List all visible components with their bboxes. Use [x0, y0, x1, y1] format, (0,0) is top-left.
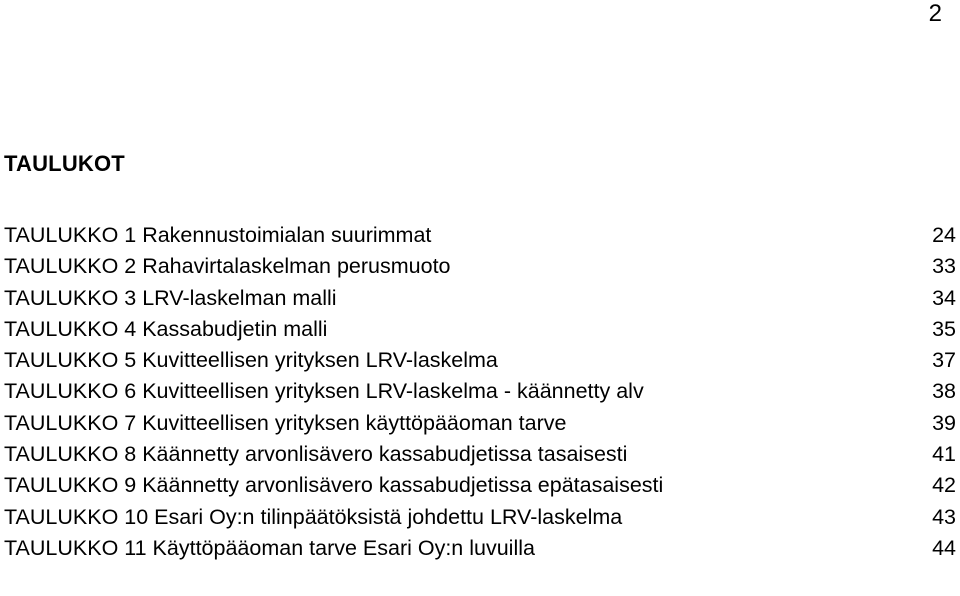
toc-entry-title: TAULUKKO 4 Kassabudjetin malli [4, 316, 328, 341]
toc-entry-2[interactable] [4, 251, 956, 282]
toc-entry-page: 38 [932, 379, 956, 404]
toc-entry-title: TAULUKKO 3 LRV-laskelman malli [4, 285, 337, 310]
toc-entry-title: TAULUKKO 11 Käyttöpääoman tarve Esari Oy:n luvuilla [4, 535, 535, 560]
toc-entry-page: 37 [932, 348, 956, 373]
section-heading: TAULUKOT [4, 151, 125, 176]
toc-entry-title: TAULUKKO 7 Kuvitteellisen yrityksen käyttöpääoman tarve [4, 410, 567, 435]
toc-entry-11[interactable] [4, 533, 956, 564]
toc-entry-title: TAULUKKO 10 Esari Oy:n tilinpäätöksistä johdettu LRV-laskelma [4, 504, 623, 529]
toc-entry-title: TAULUKKO 5 Kuvitteellisen yrityksen LRV-laskelma [4, 348, 498, 373]
toc-entry-page: 43 [932, 504, 956, 529]
toc-entry-4[interactable] [4, 314, 956, 345]
toc-entry-9[interactable] [4, 470, 956, 501]
table-list [4, 220, 956, 564]
toc-entry-page: 41 [932, 442, 956, 467]
toc-entry-5[interactable] [4, 345, 956, 376]
toc-entry-page: 42 [932, 473, 956, 498]
page-number: 2 [928, 0, 942, 27]
toc-entry-page: 44 [932, 535, 956, 560]
toc-entry-title: TAULUKKO 1 Rakennustoimialan suurimmat [4, 223, 432, 247]
toc-entry-8[interactable] [4, 439, 956, 470]
toc-entry-10[interactable] [4, 502, 956, 533]
toc-entry-3[interactable] [4, 283, 956, 314]
toc-entry-title: TAULUKKO 9 Käännetty arvonlisävero kassabudjetissa epätasaisesti [4, 473, 664, 498]
toc-entry-page: 39 [932, 410, 956, 435]
toc-entry-page: 34 [932, 285, 956, 310]
toc-entry-title: TAULUKKO 8 Käännetty arvonlisävero kassabudjetissa tasaisesti [4, 442, 628, 467]
toc-entry-page: 24 [932, 223, 956, 247]
toc-entry-1[interactable] [4, 220, 956, 251]
toc-entry-6[interactable] [4, 376, 956, 407]
toc-entry-title: TAULUKKO 6 Kuvitteellisen yrityksen LRV-laskelma - käännetty alv [4, 379, 644, 404]
toc-entry-7[interactable] [4, 408, 956, 439]
toc-entry-title: TAULUKKO 2 Rahavirtalaskelman perusmuoto [4, 254, 451, 279]
toc-entry-page: 33 [932, 254, 956, 279]
toc-entry-page: 35 [932, 316, 956, 341]
